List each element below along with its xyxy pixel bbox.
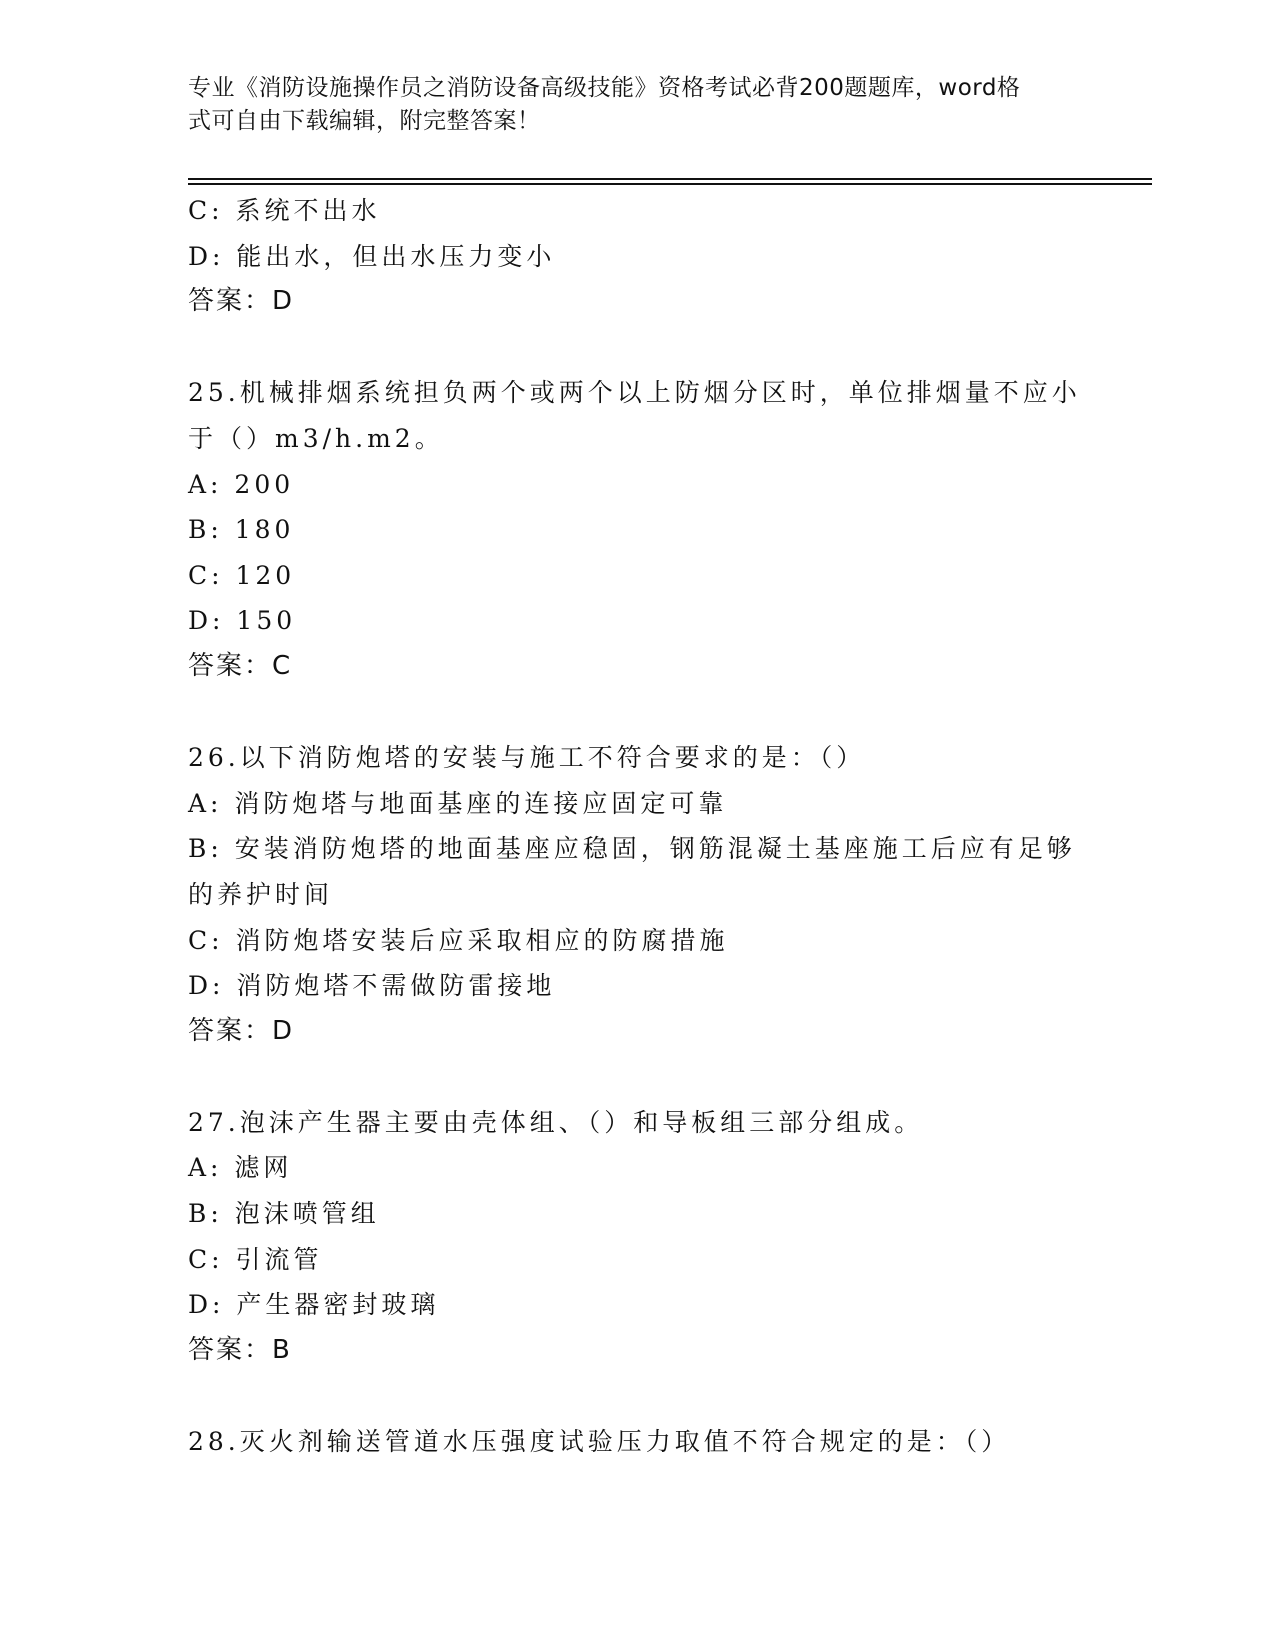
answer: 答案：C <box>188 650 293 681</box>
document-header <box>188 72 1068 138</box>
option-c: C: 消防炮塔安装后应采取相应的防腐措施 <box>188 925 729 955</box>
spacer <box>188 1054 1088 1100</box>
header-line-2: 式可自由下载编辑，附完整答案！ <box>188 108 541 134</box>
question-stem: 27.泡沫产生器主要由壳体组、（）和导板组三部分组成。 <box>188 1107 924 1137</box>
question-28 <box>188 1419 1088 1465</box>
header-rule-top <box>188 178 1152 180</box>
option-b: B: 180 <box>188 515 295 545</box>
option-d: D: 产生器密封玻璃 <box>188 1290 440 1320</box>
option-d: D: 150 <box>188 606 297 636</box>
spacer <box>188 325 1088 371</box>
option-b-continued: 的养护时间 <box>188 879 334 909</box>
header-rule-bottom <box>188 183 1152 185</box>
question-stem: 28.灭火剂输送管道水压强度试验压力取值不符合规定的是：（） <box>188 1427 1011 1457</box>
question-26 <box>188 735 1088 1054</box>
option-c: C: 120 <box>188 560 296 590</box>
header-line-1: 专业《消防设施操作员之消防设备高级技能》资格考试必背200题题库，word格 <box>188 75 1021 101</box>
option-d: D: 消防炮塔不需做防雷接地 <box>188 971 556 1001</box>
option-c: C: 系统不出水 <box>188 196 381 225</box>
spacer <box>188 690 1088 736</box>
question-25 <box>188 370 1088 689</box>
question-stem: 25.机械排烟系统担负两个或两个以上防烟分区时，单位排烟量不应小 <box>188 378 1081 408</box>
option-a: A: 200 <box>188 469 295 499</box>
question-27 <box>188 1100 1088 1374</box>
option-a: A: 滤网 <box>188 1153 293 1183</box>
spacer <box>188 1373 1088 1419</box>
question-stem-continued: 于（）m3/h.m2。 <box>188 423 444 453</box>
question-24-tail <box>188 188 1088 325</box>
document-body <box>188 188 1088 1465</box>
answer: 答案：D <box>188 286 295 317</box>
option-c: C: 引流管 <box>188 1244 323 1274</box>
option-a: A: 消防炮塔与地面基座的连接应固定可靠 <box>188 788 728 818</box>
option-d: D: 能出水，但出水压力变小 <box>188 241 556 271</box>
option-b: B: 安装消防炮塔的地面基座应稳固，钢筋混凝土基座施工后应有足够 <box>188 834 1076 864</box>
question-stem: 26.以下消防炮塔的安装与施工不符合要求的是：（） <box>188 743 866 773</box>
answer: 答案：D <box>188 1015 295 1046</box>
option-b: B: 泡沫喷管组 <box>188 1199 380 1229</box>
answer: 答案：B <box>188 1334 292 1365</box>
